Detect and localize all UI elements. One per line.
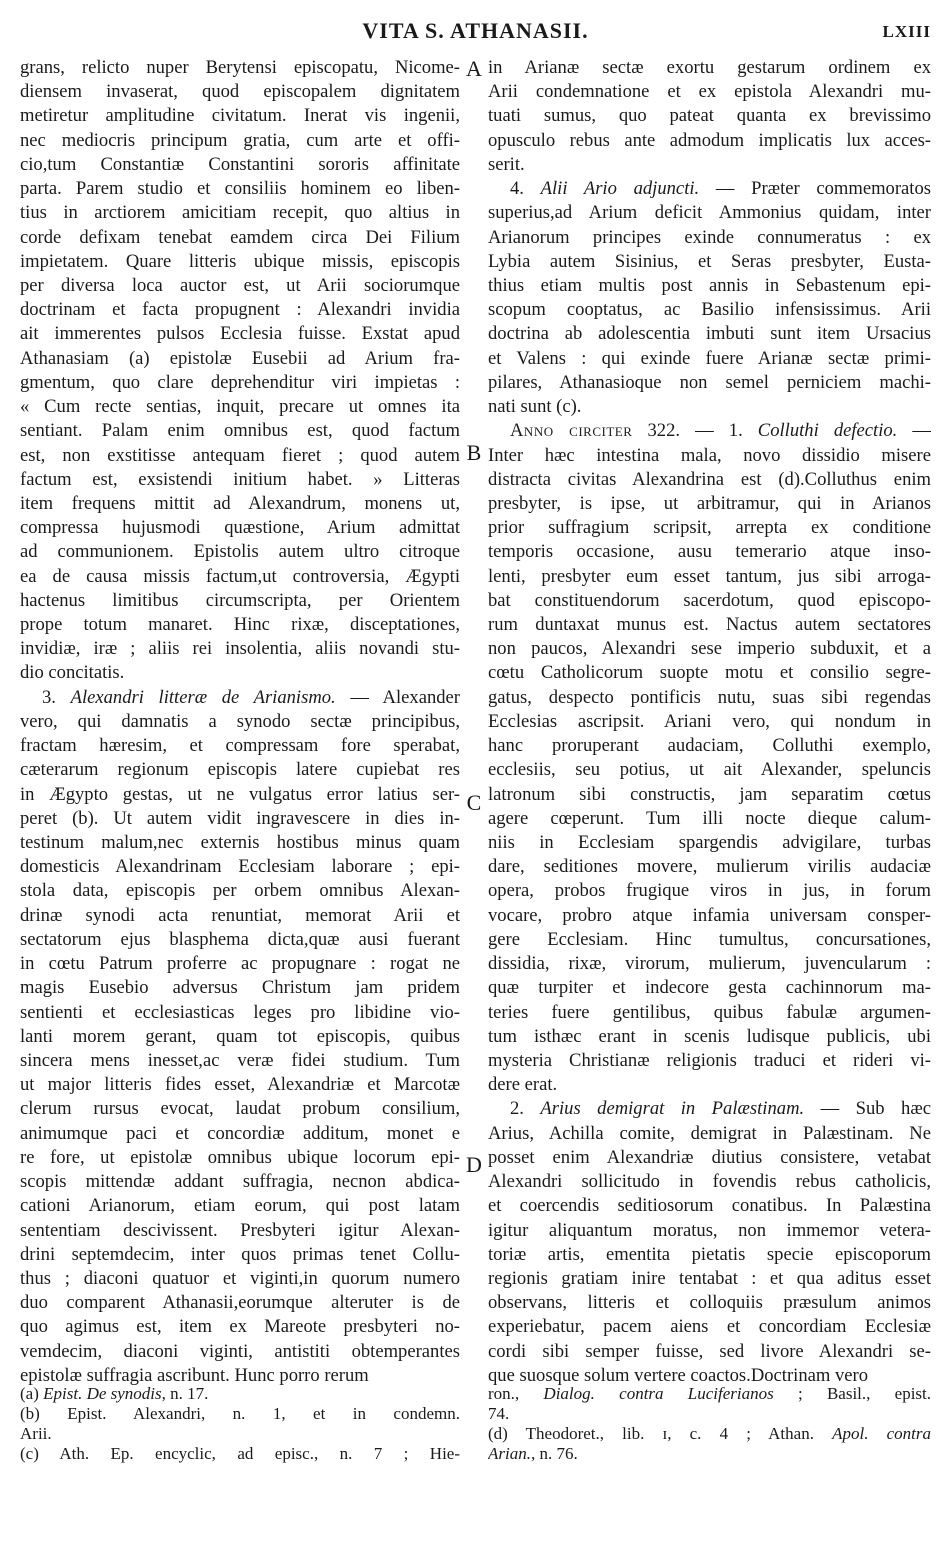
running-title: VITA S. ATHANASII. [362, 18, 589, 43]
footnote-mark: (c) [20, 1444, 39, 1463]
text-line: metiretur amplitudine civitatum. Inerat vis ingenii, [20, 105, 460, 127]
text-line: opera, probos frugique viros in jus, in forum [488, 880, 931, 902]
text-line: corde defixam tenebat eamdem circa Dei Filium [20, 226, 460, 248]
section-number: 4. [510, 178, 524, 200]
text-line: animumque paci et concordiæ additum, monet e [20, 1122, 460, 1144]
section-heading: Alii Ario adjuncti. [540, 178, 700, 200]
text-line: item frequens mittit ad Alexandrum, monens ut, [20, 492, 460, 514]
text-line: cationi Arianorum, etiam eorum, qui post latam [20, 1195, 460, 1217]
text-line: sententiam descivissent. Presbyteri igitur Alexan- [20, 1219, 460, 1241]
text-line: invidiæ, iræ ; aliis rei insolentia, aliis novandi stu- [20, 638, 460, 660]
section-number: 3. [42, 686, 56, 708]
text-line: prior suffragium scripsit, arrepta ex conditione [488, 517, 931, 539]
text-line: sentiant. Palam enim omnibus est, quod factum [20, 420, 460, 442]
footnote-text: ron., [488, 1384, 544, 1403]
text-line: est, non exstitisse antequam fieret ; quod autem [20, 444, 460, 466]
text-line: « Cum recte sentias, inquit, precare ut omnes ita [20, 396, 460, 418]
text-line: Arianorum principes exinde connumeratus : ex [488, 226, 931, 248]
text-line: quæ turpiter et indecore gesta cachinnorum ma- [488, 977, 931, 999]
section-dash: — Alexander [335, 686, 460, 708]
text-line: et coercendis seditiosorum conatibus. In Palæstina [488, 1195, 931, 1217]
footnotes-right [488, 1384, 931, 1464]
footnote-c-cont [488, 1384, 931, 1404]
text-line: latronum sibi constructis, jam separatim cœtus [488, 783, 931, 805]
text-line: cæterarum regionum episcopis latere cupiebat res [20, 759, 460, 781]
text-line: cordi sibi semper fuisse, sed livore Alexandri se- [488, 1340, 931, 1362]
text-line: scopis mittendæ addant suffragia, necnon abdica- [20, 1171, 460, 1193]
text-line: magis Eusebio adversus Christum jam pridem [20, 977, 460, 999]
text-line: ecclesiis, seu potius, ut ait Alexander, speluncis [488, 759, 931, 781]
footnote-text: , n. 17. [161, 1384, 209, 1403]
space [524, 178, 541, 199]
text-line: gere Ecclesiam. Hinc tumultus, concursationes, [488, 928, 931, 950]
text-line: ad communionem. Epistolis autem ultro citroque [20, 541, 460, 563]
text-line: observans, litteris et colloquiis præsulum animos [488, 1292, 931, 1314]
year-label: Anno circiter [510, 420, 633, 442]
text-line: sentienti et ecclesiasticas leges pro libidine vio- [20, 1001, 460, 1023]
text-line: Athanasiam (a) epistolæ Eusebii ad Arium fra- [20, 347, 460, 369]
footnote-c-cont2: 74. [488, 1404, 510, 1423]
text-line: ut major litteris fides esset, Alexandriæ et Marcotæ [20, 1074, 460, 1096]
text-line: scopum cooptatus, ac Basilio infensissimus. Arii [488, 299, 931, 321]
text-line: testinum malum,nec externis hostibus minus quam [20, 832, 460, 853]
text-line: drinæ synodi acta renuntiat, memorat Arii et [20, 904, 460, 926]
space [524, 1098, 540, 1119]
footnote-mark: (b) [20, 1404, 40, 1423]
section-heading-line [488, 419, 931, 443]
text-line: hactenus limitibus circumscripta, per Orientem [20, 589, 460, 611]
text-line: per diversa loca auctor est, ut Arii sociorumque [20, 274, 460, 296]
footnote-title: Epist. De synodis [43, 1384, 162, 1403]
text-line: clerum rursus evocat, laudat probum consilium, [20, 1098, 460, 1120]
text-line: toriæ artis, ementita pietatis specie episcoporum [488, 1243, 931, 1265]
text-line: prope totum manaret. Hinc rixæ, disceptationes, [20, 614, 460, 636]
section-dash: — Præter commemoratos [699, 178, 931, 200]
footnote-d [488, 1424, 931, 1444]
text-line: vero, qui damnatis a synodo sectæ principibus, [20, 710, 460, 732]
text-line: Inter hæc intestina mala, novo dissidio misere [488, 444, 931, 466]
text-line: quo agimus est, item ex Mareote presbyteri no- [20, 1316, 460, 1338]
text-line: tum isthæc erant in scenis ludisque publicis, ubi [488, 1025, 931, 1047]
section-dash: — Sub hæc [804, 1098, 931, 1120]
text-line: gatus, despecto pontificis nutu, suas sibi regendas [488, 686, 931, 708]
footnote-c [20, 1444, 460, 1464]
text-line: dissidia, rixæ, virorum, mulierum, juvencularum : [488, 953, 931, 975]
footnote-text: Theodoret., lib. ɪ, c. 4 ; Athan. [507, 1424, 833, 1443]
footnote-a [20, 1384, 460, 1404]
footnote-title: Dialog. contra Luciferianos [543, 1384, 774, 1403]
text-line: sincera mens inesset,ac veræ fidei studium. Tum [20, 1049, 460, 1071]
text-line: Lybia autem Sisinius, et Seras presbyter, Eusta- [488, 250, 931, 272]
text-line: vemdecim, diaconi viginti, antistiti obtemperantes [20, 1340, 460, 1362]
text-line: ait immerentes pulsos Ecclesia fuisse. Exstat apud [20, 323, 460, 345]
text-line: vocare, probro atque infamia universam consper- [488, 904, 931, 926]
section-dash: — [897, 420, 931, 442]
text-line: thius etiam multis post annis in Sebastenum epi- [488, 274, 931, 296]
section-heading: Alexandri litteræ de Arianismo. [70, 686, 336, 708]
text-line: lanti morem gerant, quam tot episcopis, quibus [20, 1025, 460, 1047]
text-line: grans, relicto nuper Berytensi episcopatu, Nicome- [20, 57, 460, 78]
text-line: in cœtu Patrum proferre ac propugnare : rogat ne [20, 953, 460, 975]
text-line: stola data, episcopis per orbem omnibus Alexan- [20, 880, 460, 902]
text-line: igitur aliquantum moratus, non immemor vetera- [488, 1219, 931, 1241]
margin-letter-d: D [466, 1152, 482, 1177]
section-heading-line [488, 1097, 931, 1121]
text-line: cio,tum Constantiæ Constantini sororis affinitate [20, 153, 460, 175]
text-line: ea de causa missis factum,ut controversia, Ægypti [20, 565, 460, 587]
text-line: dio concitatis. [20, 662, 125, 684]
text-line: domesticis Alexandrinam Ecclesiam laborare ; epi- [20, 856, 460, 878]
text-line: posset enim Alexandriæ diutius consistere, vetabat [488, 1146, 931, 1168]
margin-letter-b: B [466, 440, 482, 465]
section-heading: Colluthi defectio. [757, 420, 898, 442]
text-line: re fore, ut epistolæ omnibus ubique locorum epi- [20, 1146, 460, 1168]
footnote-title: Arian. [488, 1444, 531, 1463]
text-line: non paucos, Alexandri sese imperio subduxit, et a [488, 638, 931, 660]
space [56, 687, 71, 708]
text-line: Ecclesias ascripsit. Ariani vero, qui nondum in [488, 710, 931, 732]
text-line: serit. [488, 153, 525, 175]
text-line: doctrina ab adolescentia imbuti sunt item Ursacius [488, 323, 931, 345]
text-line: presbyter, is ipse, ut arbitramur, qui in Arianos [488, 492, 931, 514]
right-column [488, 56, 931, 1388]
footnote-mark: (a) [20, 1384, 39, 1403]
footnote-b-cont: Arii. [20, 1424, 52, 1443]
text-line: duo comparent Athanasii,eorumque alteruter is de [20, 1292, 460, 1314]
text-line: diensem invaserat, quod episcopalem dignitatem [20, 81, 460, 103]
text-line: superius,ad Arium deficit Ammonius quidam, inter [488, 202, 931, 224]
text-line: Arius, Achilla comite, demigrat in Palæstinam. Ne [488, 1122, 931, 1144]
text-line: bat constituendorum sacerdotum, quod episcopo- [488, 589, 931, 611]
text-line: regionis gratiam inire tentabat : et qua aditus esset [488, 1267, 931, 1289]
text-line: niis in Ecclesiam spargendis advigilare, turbas [488, 832, 931, 853]
text-line: doctrinam et facta propugnent : Alexandri invidia [20, 299, 460, 321]
text-line: peret (b). Ut autem vidit ingravescere in dies in- [20, 807, 460, 829]
margin-letter-c: C [466, 790, 482, 815]
footnote-mark: (d) [488, 1424, 508, 1443]
text-line: parta. Parem studio et consiliis hominem eo liben- [20, 178, 460, 200]
text-line: opusculo rebus ante admodum implicatis lux acces- [488, 129, 931, 151]
text-line: thus ; diaconi quatuor et viginti,in quorum numero [20, 1267, 460, 1289]
text-line: in Arianæ sectæ exortu gestarum ordinem ex [488, 57, 931, 78]
text-line: teries fuere gentilibus, quibus fabulæ argumen- [488, 1001, 931, 1023]
margin-letter-a: A [466, 56, 482, 81]
text-line: experiebatur, pacem aiens et concordiam Ecclesiæ [488, 1316, 931, 1338]
text-line: fractam hæresim, et compressam fore sperabat, [20, 735, 460, 757]
year-number: 322. — 1. [632, 420, 758, 442]
text-line: tius in arctiorem amicitiam recepit, quo altius in [20, 202, 460, 224]
text-line: temporis occasione, ausu temerario atque inso- [488, 541, 931, 563]
text-line: distracta civitas Alexandrina est (d).Colluthus enim [488, 468, 931, 490]
text-line: nec mediocris principum gratia, cum arte et offi- [20, 129, 460, 151]
footnote-text: , n. 76. [530, 1444, 578, 1463]
text-line: dare, seditiones movere, mulierum virilis audaciæ [488, 856, 931, 878]
text-line: tuati sumus, quo pateat quanta ex brevissimo [488, 105, 931, 127]
text-line: in Ægypto gestas, ut ne vulgatus error latius ser- [20, 783, 460, 805]
text-line: hanc proruperant audaciam, Colluthi exemplo, [488, 735, 931, 757]
footnotes-left [20, 1384, 460, 1464]
text-line: agere cœperunt. Tum illi nocte dieque calum- [488, 807, 931, 829]
running-header [20, 18, 931, 48]
text-line: cœtu Catholicorum suopte motu et consilio segre- [488, 662, 931, 684]
left-column [20, 56, 460, 1388]
text-line: et Valens : qui exinde fuere Arianæ sectæ primi- [488, 347, 931, 369]
footnote-text: Epist. Alexandri, n. 1, et in condemn. [39, 1404, 460, 1423]
page-number: LXIII [882, 22, 931, 41]
footnote-text: ; Basil., epist. [773, 1384, 931, 1403]
footnote-text: Ath. Ep. encyclic, ad episc., n. 7 ; Hie- [38, 1444, 460, 1463]
text-line: factum est, exsistendi initium habet. » Litteras [20, 468, 460, 490]
text-line: que suosque solum vertere coactos.Doctrinam vero [488, 1364, 869, 1386]
text-line: rum duntaxat munus est. Nactus autem sectatores [488, 614, 931, 636]
text-line: mysteria Christianæ religionis traduci et rideri vi- [488, 1049, 931, 1071]
section-heading-line [488, 177, 931, 201]
text-line: Arii condemnatione et ex epistola Alexandri mu- [488, 81, 931, 103]
text-line: pilares, Athanasioque non semel perniciem machi- [488, 371, 931, 393]
text-line: dere erat. [488, 1074, 558, 1096]
text-line: epistolæ suffragia ascribunt. Hunc porro rerum [20, 1364, 369, 1386]
text-line: nati sunt (c). [488, 396, 582, 418]
text-line: drini septemdecim, inter quos primas tenet Collu- [20, 1243, 460, 1265]
footnote-d-cont [488, 1444, 931, 1464]
text-line: lenti, presbyter eum esset tantum, jus sibi arroga- [488, 565, 931, 587]
text-line: gmentum, quo clare deprehenditur viri impietas : [20, 371, 460, 393]
section-heading-line [20, 686, 460, 710]
text-line: sectatorum ejus blasphema dicta,quæ ausi fuerant [20, 928, 460, 950]
text-line: Alexandri sollicitudo in fovendis rebus catholicis, [488, 1171, 931, 1193]
footnote-b [20, 1404, 460, 1424]
text-line: impietatem. Quare litteris ubique missis, episcopis [20, 250, 460, 272]
section-number: 2. [510, 1098, 524, 1120]
text-line: compressa hujusmodi quæstione, Arium admittat [20, 517, 460, 539]
footnote-title: Apol. contra [832, 1424, 931, 1443]
section-heading: Arius demigrat in Palæstinam. [540, 1098, 805, 1120]
